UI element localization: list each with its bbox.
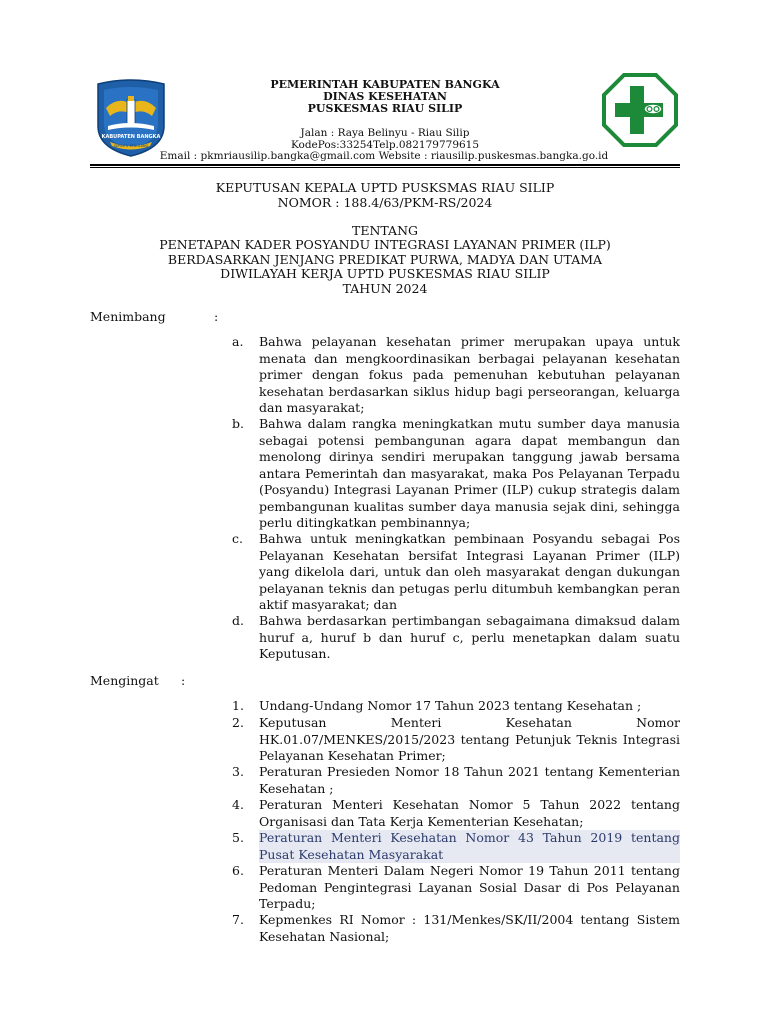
kabupaten-bangka-logo: [94, 78, 168, 158]
item-marker: 4.: [232, 797, 244, 812]
header-divider-thin: [90, 167, 680, 168]
header-agency: DINAS KESEHATAN: [323, 90, 447, 103]
menimbang-label: Menimbang: [90, 309, 166, 324]
decree-subject-line2: BERDASARKAN JENJANG PREDIKAT PURWA, MADYA DAN UTAMA: [167, 252, 603, 267]
item-text: Kepmenkes RI Nomor : 131/Menkes/SK/II/2004 tentang Sistem Kesehatan Nasional;: [259, 912, 680, 944]
menimbang-item: [232, 416, 680, 532]
item-marker: 7.: [232, 912, 244, 927]
item-marker: 5.: [232, 830, 244, 845]
menimbang-colon: :: [214, 309, 219, 324]
decree-subject-line3: DIWILAYAH KERJA UPTD PUSKESMAS RIAU SILIP: [220, 266, 550, 281]
item-marker: 3.: [232, 764, 244, 779]
item-marker: 1.: [232, 698, 244, 713]
item-marker: c.: [232, 531, 243, 546]
item-text: Bahwa pelayanan kesehatan primer merupakan upaya untuk menata dan mengkoordinasikan berbagai pelayanan kesehatan primer dengan fokus pada pemenuhan kebutuhan pelayanan kesehatan berdasarkan siklus hidup bagi perseorangan, keluarga dan masyarakat;: [259, 334, 680, 415]
item-text: Peraturan Presieden Nomor 18 Tahun 2021 tentang Kementerian Kesehatan ;: [259, 764, 680, 796]
item-marker: 2.: [232, 715, 244, 730]
item-marker: 6.: [232, 863, 244, 878]
header-postal: KodePos:33254Telp.082179779615: [290, 139, 480, 151]
decree-subject-line1: PENETAPAN KADER POSYANDU INTEGRASI LAYANAN PRIMER (ILP): [159, 237, 611, 252]
header-divider: [90, 164, 680, 166]
decree-subject-line4: TAHUN 2024: [342, 281, 428, 296]
item-text: Peraturan Menteri Kesehatan Nomor 5 Tahun 2022 tentang Organisasi dan Tata Kerja Kementerian Kesehatan;: [259, 797, 680, 829]
mengingat-item: [232, 797, 680, 830]
svg-text:SEPINTU SEDULANG: SEPINTU SEDULANG: [113, 144, 149, 148]
item-marker: d.: [232, 613, 244, 628]
item-marker: a.: [232, 334, 244, 349]
mengingat-item: [232, 698, 680, 715]
item-text: Bahwa berdasarkan pertimbangan sebagaimana dimaksud dalam huruf a, huruf b dan huruf c, perlu menetapkan dalam suatu Keputusan.: [259, 613, 680, 661]
mengingat-item: [232, 912, 680, 945]
item-text-highlighted: Peraturan Menteri Kesehatan Nomor 43 Tahun 2019 tentang Pusat Kesehatan Masyarakat: [259, 830, 680, 862]
mengingat-item: [232, 830, 680, 863]
header-government: PEMERINTAH KABUPATEN BANGKA: [270, 78, 500, 91]
mengingat-item: [232, 764, 680, 797]
menimbang-item: [232, 334, 680, 416]
header-address: Jalan : Raya Belinyu - Riau Silip: [300, 127, 470, 139]
item-text: Undang-Undang Nomor 17 Tahun 2023 tentang Kesehatan ;: [259, 698, 642, 713]
menimbang-item: [232, 613, 680, 663]
item-marker: b.: [232, 416, 244, 431]
puskesmas-cross-logo: [601, 72, 679, 148]
decree-about: TENTANG: [351, 223, 418, 238]
item-text: Bahwa dalam rangka meningkatkan mutu sumber daya manusia sebagai potensi pembangunan agara dapat membangun dan menolong dirinya sendiri merupakan tanggung jawab bersama antara Pemerintah dan masyarakat, maka Pos Pelayanan Terpadu (Posyandu) Integrasi Layanan Primer (ILP) cukup strategis dalam pembangunan kualitas sumber daya manusia sejak dini, sehingga perlu ditingkatkan pembinannya;: [259, 416, 680, 530]
item-text: Keputusan Menteri Kesehatan Nomor HK.01.07/MENKES/2015/2023 tentang Petunjuk Teknis Integrasi Pelayanan Kesehatan Primer;: [259, 715, 680, 763]
svg-text:KABUPATEN BANGKA: KABUPATEN BANGKA: [101, 134, 161, 140]
mengingat-label: Mengingat: [90, 673, 159, 688]
item-text: Peraturan Menteri Dalam Negeri Nomor 19 Tahun 2011 tentang Pedoman Pengintegrasi Layanan Sosial Dasar di Pos Pelayanan Terpadu;: [259, 863, 680, 911]
mengingat-item: [232, 715, 680, 765]
decree-number: NOMOR : 188.4/63/PKM-RS/2024: [277, 195, 493, 210]
header-puskesmas: PUSKESMAS RIAU SILIP: [307, 102, 463, 115]
menimbang-item: [232, 531, 680, 613]
header-contact: Email : pkmriausilip.bangka@gmail.com Website : riausilip.puskesmas.bangka.go.id: [159, 150, 609, 162]
decree-title: KEPUTUSAN KEPALA UPTD PUSKSMAS RIAU SILIP: [215, 180, 555, 195]
mengingat-item: [232, 863, 680, 913]
mengingat-colon: :: [181, 673, 186, 688]
item-text: Bahwa untuk meningkatkan pembinaan Posyandu sebagai Pos Pelayanan Kesehatan bersifat Integrasi Layanan Primer (ILP) yang dikelola dari, untuk dan oleh masyarakat dengan dukungan pelayanan teknis dan petugas perlu ditumbuh kembangkan peran aktif masyarakat; dan: [259, 531, 680, 612]
